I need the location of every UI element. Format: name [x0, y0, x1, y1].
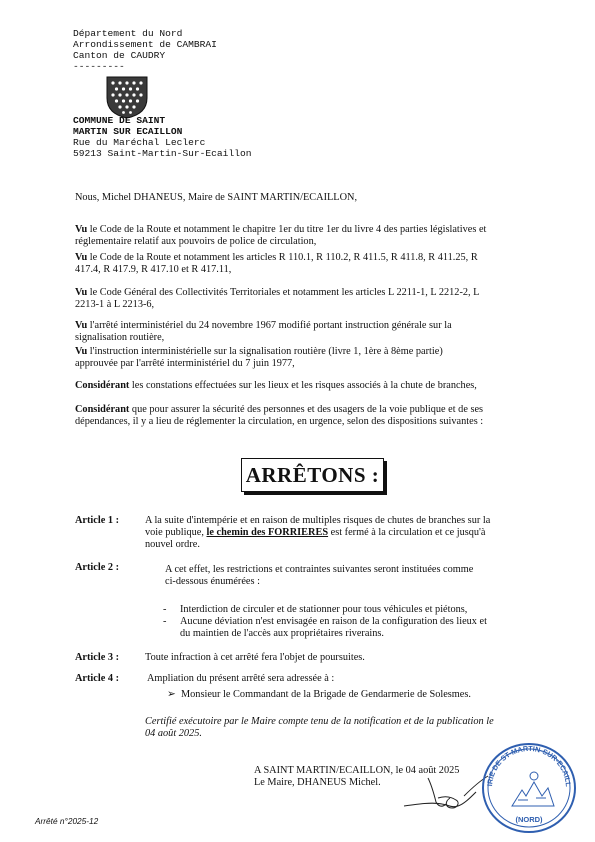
decree-title: ARRÊTONS :: [241, 458, 384, 492]
signature-mayor: Le Maire, DHANEUS Michel.: [254, 777, 381, 788]
article-1-line3: nouvel ordre.: [145, 539, 200, 550]
administrative-header: [73, 28, 217, 72]
vu-text-cont: 417.4, R 417.9, R 417.10 et R 417.11,: [75, 264, 232, 275]
article-2-label: Article 2 :: [75, 562, 120, 573]
official-stamp: [478, 738, 580, 834]
coat-of-arms-icon: [104, 74, 150, 120]
certification-note: [145, 716, 549, 740]
article-3-text: Toute infraction à cet arrêté fera l'objet de poursuites.: [145, 652, 365, 663]
article-2-line1: A cet effet, les restrictions et contraintes suivantes seront instituées comme: [165, 564, 474, 575]
commune-block: [73, 115, 251, 159]
bullet-2-text: Aucune déviation n'est envisagée en raison de la configuration des lieux et: [180, 616, 487, 627]
article-1-line2c: est fermé à la circulation et ce jusqu'à: [328, 527, 486, 538]
vu-paragraph-1: [75, 224, 549, 248]
article-3-label: Article 3 :: [75, 652, 120, 663]
commune-name-2: MARTIN SUR ECAILLON: [73, 126, 183, 137]
considerant-paragraph-2: [75, 404, 549, 428]
considerant-label: Considérant: [75, 404, 130, 415]
bullet-dash: -: [163, 604, 167, 615]
bullet-2-text-cont: du maintien de l'accès aux propriétaires riverains.: [180, 628, 384, 639]
article-4-label: Article 4 :: [75, 673, 120, 684]
vu-label: Vu: [75, 252, 88, 263]
certification-line2: 04 août 2025.: [145, 728, 202, 739]
signature-place-date: A SAINT MARTIN/ECAILLON, le 04 août 2025: [254, 765, 460, 776]
commune-name-1: COMMUNE DE SAINT: [73, 115, 166, 126]
header-separator: ---------: [73, 61, 125, 72]
recipient-text: Monsieur le Commandant de la Brigade de Gendarmerie de Solesmes.: [181, 689, 471, 700]
vu-label: Vu: [75, 224, 88, 235]
vu-label: Vu: [75, 346, 88, 357]
vu-text: l'instruction interministérielle sur la signalisation routière (livre 1, 1ère à 8ème partie): [87, 346, 443, 357]
article-1-text: [145, 515, 549, 551]
article-1-label: Article 1 :: [75, 515, 120, 526]
vu-paragraph-5: [75, 346, 549, 370]
svg-text:MAIRIE DE ST-MARTIN-SUR-ECAILL: IRIE DE ST-MARTIN-SUR-ECAILL: [485, 743, 574, 788]
considerant-text-cont: dépendances, il y a lieu de réglementer la circulation, en urgence, selon des dispositions suivantes :: [75, 416, 484, 427]
vu-text-cont: approuvée par l'arrêté interministériel du 7 juin 1977,: [75, 358, 295, 369]
vu-paragraph-4: [75, 320, 549, 344]
road-name: le chemin des FORRIERES: [206, 527, 329, 538]
vu-label: Vu: [75, 287, 88, 298]
bullet-dash: -: [163, 616, 167, 627]
considerant-label: Considérant: [75, 380, 130, 391]
vu-paragraph-2: [75, 252, 549, 276]
vu-label: Vu: [75, 320, 88, 331]
article-1-line2a: voie publique,: [145, 527, 207, 538]
vu-text: le Code de la Route et notamment les articles R 110.1, R 110.2, R 411.5, R 411.8, R 411.25, R: [87, 252, 478, 263]
vu-paragraph-3: [75, 287, 549, 311]
considerant-text: que pour assurer la sécurité des personnes et des usagers de la voie publique et de ses: [129, 404, 484, 415]
postal-address: 59213 Saint-Martin-Sur-Ecaillon: [73, 148, 252, 159]
svg-text:(NORD): (NORD): [515, 815, 543, 824]
vu-text-cont: 2213-1 à L 2213-6,: [75, 299, 155, 310]
article-2-text: [165, 564, 549, 588]
article-2-bullets: [163, 604, 549, 640]
article-4-text: Ampliation du présent arrêté sera adressée à :: [147, 673, 335, 684]
intro-line: Nous, Michel DHANEUS, Maire de SAINT MARTIN/ECAILLON,: [75, 192, 358, 203]
canton-line: Canton de CAUDRY: [73, 50, 166, 61]
vu-text: le Code Général des Collectivités Territoriales et notamment les articles L 2211-1, L 2212-2, L: [87, 287, 480, 298]
arrondissement-line: Arrondissement de CAMBRAI: [73, 39, 217, 50]
article-1-line1: A la suite d'intempérie et en raison de multiples risques de chutes de branches sur la: [145, 515, 491, 526]
department-line: Département du Nord: [73, 28, 183, 39]
bullet-1-text: Interdiction de circuler et de stationner pour tous véhicules et piétons,: [180, 604, 468, 615]
footer-reference: Arrêté n°2025-12: [35, 816, 99, 826]
vu-text-cont: signalisation routière,: [75, 332, 165, 343]
vu-text: le Code de la Route et notamment le chapitre 1er du titre 1er du livre 4 des parties législatives et: [87, 224, 487, 235]
considerant-text: les constations effectuées sur les lieux et les risques associés à la chute de branches,: [129, 380, 477, 391]
arrow-bullet-icon: ➢: [167, 689, 176, 700]
vu-text: l'arrêté interministériel du 24 novembre 1967 modifié portant instruction générale sur la: [87, 320, 452, 331]
considerant-paragraph-1: [75, 380, 549, 392]
article-4-recipient: [167, 689, 471, 701]
vu-text-cont: réglementaire relatif aux pouvoirs de police de circulation,: [75, 236, 317, 247]
article-2-line2: ci-dessous énumérées :: [165, 576, 260, 587]
street-address: Rue du Maréchal Leclerc: [73, 137, 206, 148]
certification-line1: Certifié exécutoire par le Maire compte tenu de la notification et de la publication le: [145, 716, 494, 727]
